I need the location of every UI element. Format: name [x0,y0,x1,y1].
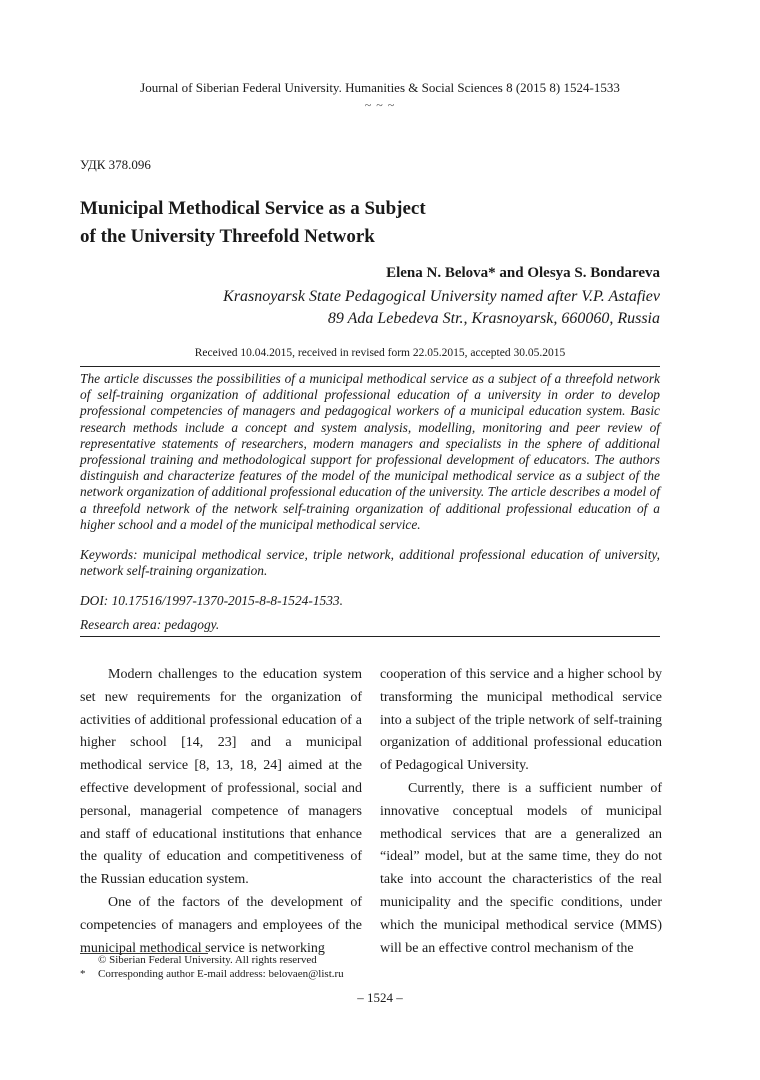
corresponding-text: Corresponding author E-mail address: belovaen@list.ru [98,968,344,980]
copyright-text: © Siberian Federal University. All rights reserved [98,954,317,966]
keywords: Keywords: municipal methodical service, triple network, additional professional education of university, network self-training organization. [80,547,660,579]
article-title [80,195,426,251]
abstract-bottom-rule [80,636,660,637]
paragraph: Modern challenges to the education system set new requirements for the organization of activities of additional professional education of a higher school [14, 23] and a municipal methodical service [8, 13, 18, 24] aimed at the effective development of professional, social and personal, managerial competence of managers and staff of educational institutions that enhance the quality of education and competitiveness of the Russian education system. [80,667,362,888]
doi: DOI: 10.17516/1997-1370-2015-8-8-1524-1533. [80,593,343,608]
footnote-corresponding [80,968,344,980]
footnote-copyright [80,954,317,966]
received-dates: Received 10.04.2015, received in revised form 22.05.2015, accepted 30.05.2015 [194,347,566,359]
body-column-right [380,664,662,960]
page-number: – 1524 – [357,990,403,1005]
affiliation-line-1: Krasnoyarsk State Pedagogical University named after V.P. Astafiev [223,288,660,305]
body-column-left [80,664,362,960]
title-line-2: of the University Threefold Network [80,226,375,247]
journal-header: Journal of Siberian Federal University. Humanities & Social Sciences 8 (2015 8) 1524-1533 [140,80,620,95]
affiliation-line-2: 89 Ada Lebedeva Str., Krasnoyarsk, 660060, Russia [327,310,660,327]
abstract-top-rule [80,366,660,367]
udc-code: УДК 378.096 [80,157,151,172]
affiliation [223,286,660,330]
title-line-1: Municipal Methodical Service as a Subject [80,198,426,219]
research-area: Research area: pedagogy. [80,617,220,632]
header-ornament: ~ ~ ~ [364,98,396,112]
abstract: The article discusses the possibilities of a municipal methodical service as a subject of a threefold network of self-training organization of additional professional education of a university in order to develop professional competencies of managers and pedagogical workers of a municipal education system. Basic research methods include a concept and system analysis, modelling, monitoring and peer review of representative statements of researchers, modern managers and specialists in the sphere of additional professional training and methodological support for professional development of educators. The authors distinguish and characterize features of the model of the municipal methodical service as a subject of the network organization of additional professional education of the university. The article describes a model of a threefold network of the network self-training organization of additional professional education of a higher school and a model of the municipal methodical service. [80,371,660,532]
paragraph: cooperation of this service and a higher school by transforming the municipal methodical service into a subject of the triple network of self-training organization of additional professional education of Pedagogical University. [380,667,662,774]
authors: Elena N. Belova* and Olesya S. Bondareva [386,265,660,281]
footnote-star: * [80,968,86,980]
paragraph: Currently, there is a sufficient number of innovative conceptual models of municipal methodical services that are a generalized an “ideal” model, but at the same time, they do not take into account the characteristics of the real municipality and the specific conditions, under which the municipal methodical service (MMS) will be an effective control mechanism of the [380,780,662,956]
paragraph: One of the factors of the development of competencies of managers and employees of the municipal methodical service is networking [80,894,362,956]
